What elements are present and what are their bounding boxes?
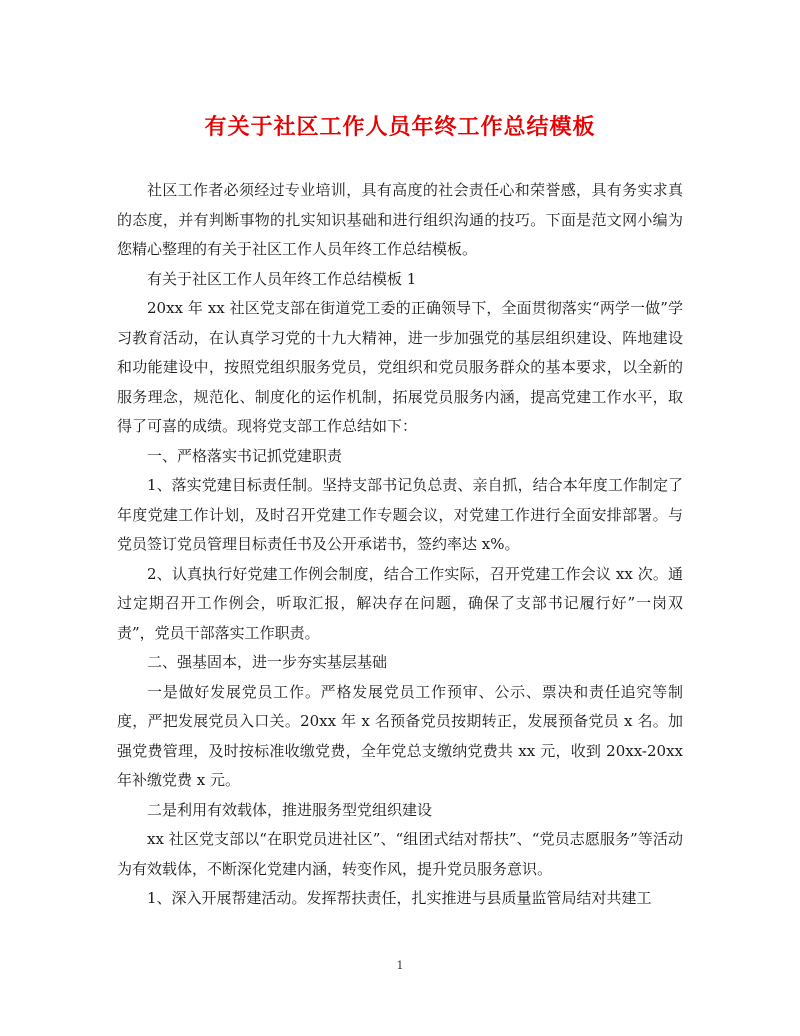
document-body (117, 176, 683, 914)
paragraph-item-2: 2、认真执行好党建工作例会制度，结合工作实际，召开党建工作会议 xx 次。通过定期召开工作例会，听取汇报，解决存在问题，确保了支部书记履行好”一岗双责”，党员干部落实工作职责。 (117, 564, 683, 642)
paragraph-carriers: xx 社区党支部以“在职党员进社区”、“组团式结对帮扶”、“党员志愿服务”等活动为有效载体，不断深化党建内涵，转变作风，提升党员服务意识。 (117, 830, 683, 878)
section-heading-2: 二、强基固本，进一步夯实基层基础 (147, 653, 388, 671)
section-heading-1: 一、严格落实书记抓党建职责 (147, 446, 343, 465)
paragraph-party-development: 一是做好发展党员工作。严格发展党员工作预审、公示、票决和责任追究等制度，严把发展党员入口关。20xx 年 x 名预备党员按期转正，发展预备党员 x 名。加强党费管理，及时按标准收缴党费，全年党总支缴纳党费共 xx 元，收到 20xx-20xx 年补缴党费 x 元。 (117, 682, 683, 789)
document-title: 有关于社区工作人员年终工作总结模板 (204, 114, 596, 140)
paragraph-item-1: 1、落实党建目标责任制。坚持支部书记负总责、亲自抓，结合本年度工作制定了年度党建工作计划，及时召开党建工作专题会议，对党建工作进行全面安排部署。与党员签订党员管理目标责任书及公开承诺书，签约率达 x%。 (117, 476, 683, 553)
section-heading-3: 二是利用有效载体，推进服务型党组织建设 (147, 800, 433, 819)
paragraph-item-3: 1、深入开展帮建活动。发挥帮扶责任，扎实推进与县质量监管局结对共建工 (147, 889, 652, 907)
paragraph-subtitle: 有关于社区工作人员年终工作总结模板 1 (147, 269, 417, 288)
paragraph-intro: 社区工作者必须经过专业培训，具有高度的社会责任心和荣誉感，具有务实求真的态度，并有判断事物的扎实知识基础和进行组织沟通的技巧。下面是范文网小编为您精心整理的有关于社区工作人员年终工作总结模板。 (117, 181, 683, 258)
page-number: 1 (396, 959, 404, 972)
paragraph-overview: 20xx 年 xx 社区党支部在街道党工委的正确领导下，全面贯彻落实“两学一做”学习教育活动，在认真学习党的十九大精神，进一步加强党的基层组织建设、阵地建设和功能建设中，按照党组织服务党员，党组织和党员服务群众的基本要求，以全新的服务理念，规范化、制度化的运作机制，拓展党员服务内涵，提高党建工作水平，取得了可喜的成绩。现将党支部工作总结如下： (117, 299, 683, 435)
